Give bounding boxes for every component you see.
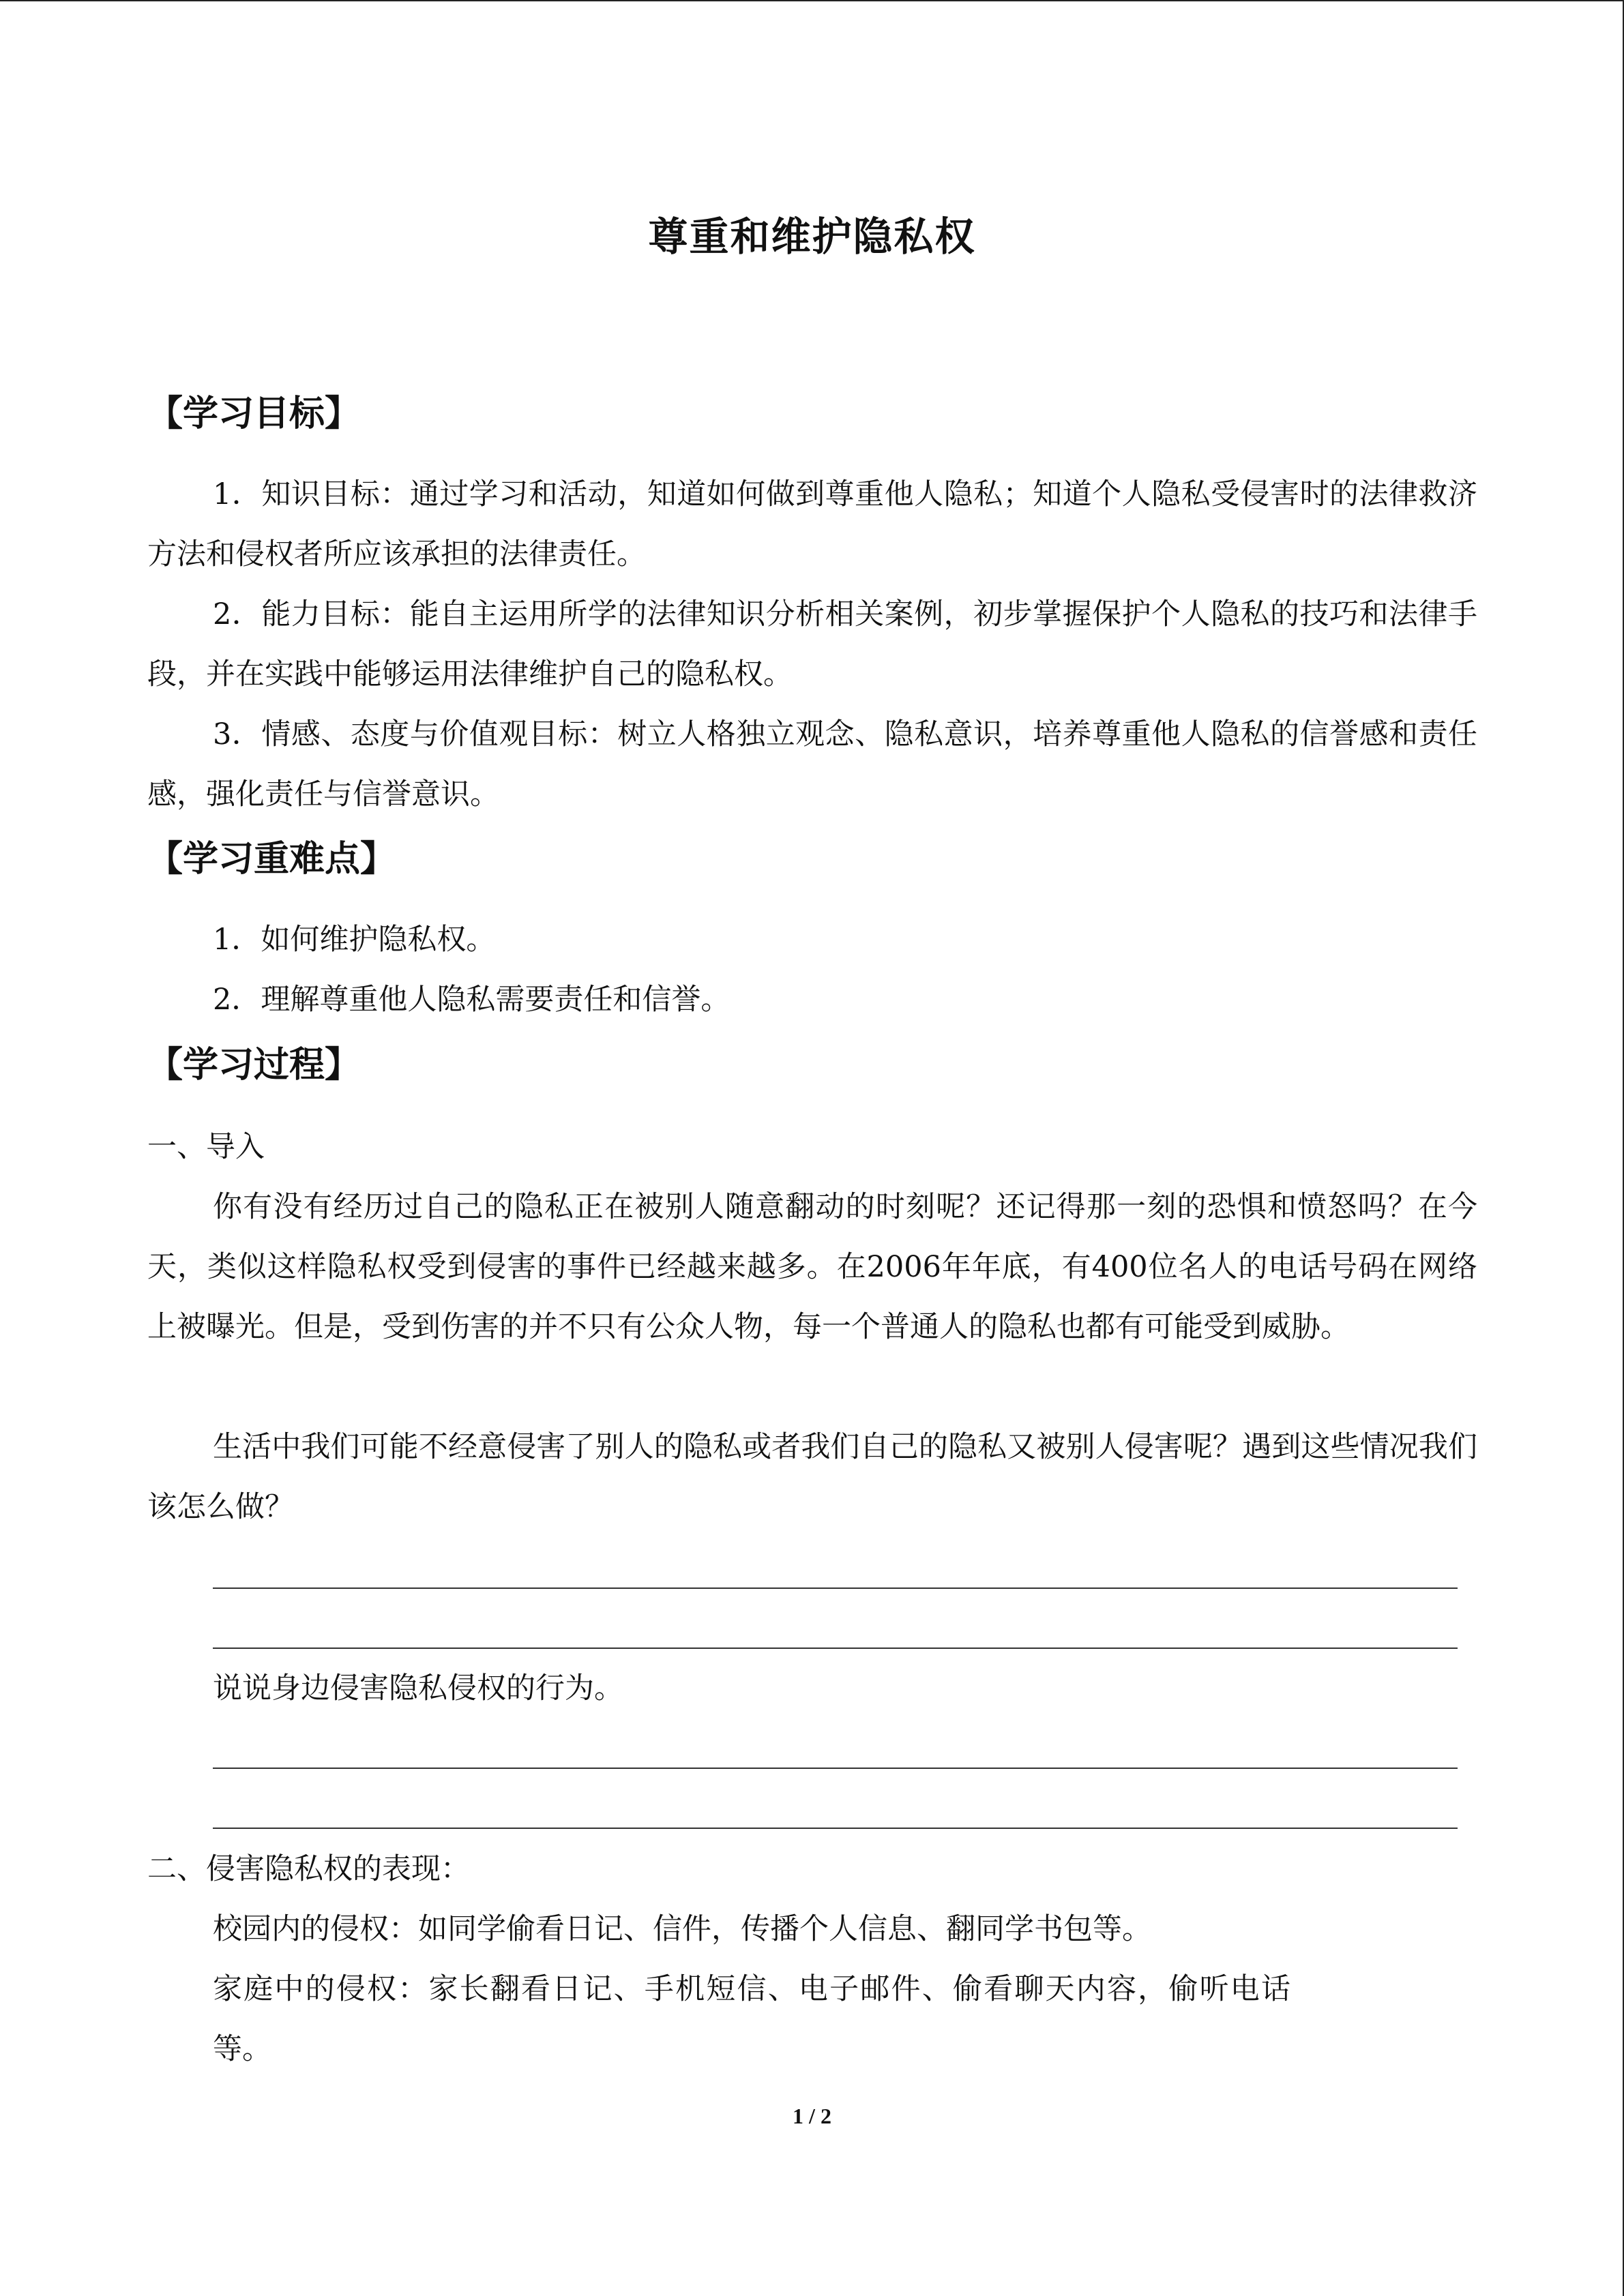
answer-line-2[interactable] [213, 1648, 1458, 1649]
answer-line-4[interactable] [213, 1828, 1458, 1829]
answer-line-3[interactable] [213, 1768, 1458, 1769]
key-point-item-1: 1．如何维护隐私权。 [213, 923, 496, 957]
objective-item-1: 1．知识目标：通过学习和活动，知道如何做到尊重他人隐私；知道个人隐私受侵害时的法律救济方法和侵权者所应该承担的法律责任。 [147, 477, 1477, 571]
section2-title: 二、侵害隐私权的表现： [147, 1852, 470, 1886]
key-point-item-2: 2．理解尊重他人隐私需要责任和信誉。 [213, 983, 730, 1017]
objective-item-2: 2．能力目标：能自主运用所学的法律知识分析相关案例，初步掌握保护个人隐私的技巧和法律手段，并在实践中能够运用法律维护自己的隐私权。 [147, 597, 1477, 691]
document-title: 尊重和维护隐私权 [648, 213, 976, 260]
family-infringement: 家庭中的侵权：家长翻看日记、手机短信、电子邮件、偷看聊天内容，偷听电话等。 [213, 1972, 1290, 2066]
key-points-heading: 【学习重难点】 [147, 839, 396, 880]
objectives-heading: 【学习目标】 [147, 393, 361, 434]
intro-paragraph-2: 生活中我们可能不经意侵害了别人的隐私或者我们自己的隐私又被别人侵害呢？遇到这些情况我们该怎么做？ [147, 1430, 1477, 1524]
page-number: 1 / 2 [793, 2104, 831, 2128]
objective-item-3: 3．情感、态度与价值观目标：树立人格独立观念、隐私意识，培养尊重他人隐私的信誉感和责任感，强化责任与信誉意识。 [147, 717, 1477, 811]
intro-title: 一、导入 [147, 1130, 265, 1164]
answer-line-1[interactable] [213, 1587, 1458, 1589]
discussion-prompt: 说说身边侵害隐私侵权的行为。 [213, 1671, 623, 1705]
process-heading: 【学习过程】 [147, 1045, 361, 1086]
campus-infringement: 校园内的侵权：如同学偷看日记、信件，传播个人信息、翻同学书包等。 [213, 1912, 1151, 1946]
intro-paragraph-1: 你有没有经历过自己的隐私正在被别人随意翻动的时刻呢？还记得那一刻的恐惧和愤怒吗？在今天，类似这样隐私权受到侵害的事件已经越来越多。在2006年年底，有400位名人的电话号码在网络上被曝光。但是，受到伤害的并不只有公众人物，每一个普通人的隐私也都有可能受到威胁。 [147, 1190, 1477, 1344]
